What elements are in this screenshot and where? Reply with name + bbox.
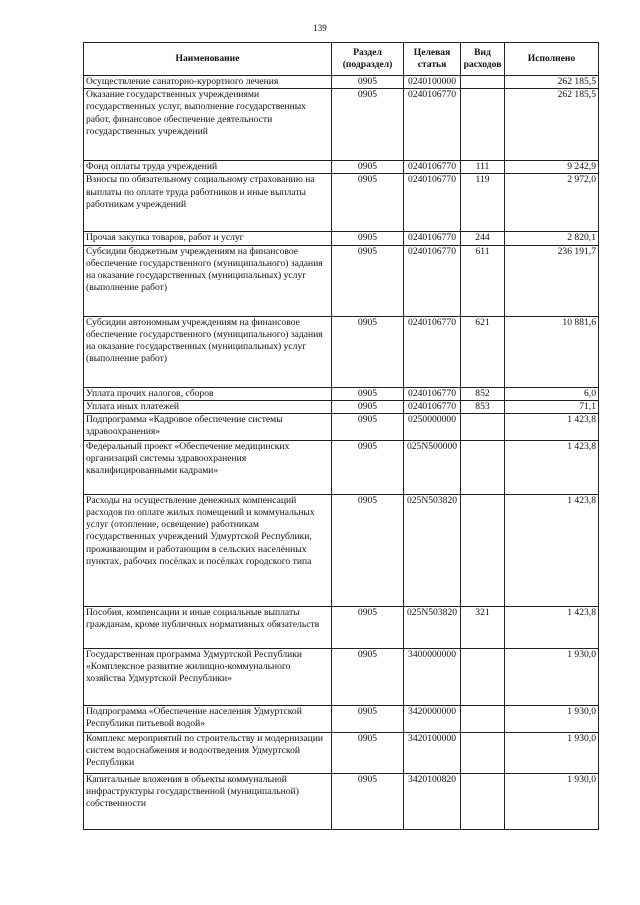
- cell-target: 3420100820: [404, 773, 461, 829]
- cell-kind: [461, 494, 505, 606]
- cell-target: 0240106770: [404, 387, 461, 400]
- cell-kind: [461, 440, 505, 494]
- cell-kind: 111: [461, 161, 505, 174]
- page-number: 139: [313, 23, 327, 33]
- budget-table: [83, 42, 599, 830]
- cell-kind: [461, 413, 505, 440]
- cell-done: 1 423,8: [505, 413, 599, 440]
- cell-kind: 621: [461, 316, 505, 387]
- cell-name: Осуществление санаторно-курортного лечения: [84, 76, 332, 89]
- cell-kind: 853: [461, 400, 505, 413]
- table-row: [84, 732, 599, 773]
- cell-target: 0240106770: [404, 245, 461, 316]
- cell-name: Уплата иных платежей: [84, 400, 332, 413]
- table-row: [84, 245, 599, 316]
- cell-section: 0905: [332, 400, 404, 413]
- cell-kind: 852: [461, 387, 505, 400]
- cell-section: 0905: [332, 76, 404, 89]
- header-name: Наименование: [84, 43, 332, 76]
- cell-kind: [461, 648, 505, 705]
- table-row: [84, 76, 599, 89]
- cell-name: Подпрограмма «Кадровое обеспечение системы здравоохранения»: [84, 413, 332, 440]
- table-row: [84, 174, 599, 232]
- cell-done: 1 423,8: [505, 440, 599, 494]
- cell-kind: [461, 732, 505, 773]
- cell-target: 0240106770: [404, 400, 461, 413]
- cell-done: 1 930,0: [505, 732, 599, 773]
- cell-section: 0905: [332, 316, 404, 387]
- cell-done: 236 191,7: [505, 245, 599, 316]
- cell-done: 9 242,9: [505, 161, 599, 174]
- header-target: Целевая статья: [404, 43, 461, 76]
- cell-done: 262 185,5: [505, 76, 599, 89]
- cell-target: 0250000000: [404, 413, 461, 440]
- cell-name: Расходы на осуществление денежных компенсаций расходов по оплате жилых помещений и коммунальных услуг (отопление, освещение) работникам государственных учреждений Удмуртской Республики, проживающим и работающим в сельских населённых пунктах, рабочих посёлках и посёлках городского типа: [84, 494, 332, 606]
- cell-name: Подпрограмма «Обеспечение населения Удмуртской Республики питьевой водой»: [84, 705, 332, 732]
- cell-done: 1 930,0: [505, 705, 599, 732]
- cell-section: 0905: [332, 606, 404, 648]
- cell-section: 0905: [332, 387, 404, 400]
- cell-target: 3400000000: [404, 648, 461, 705]
- cell-section: 0905: [332, 648, 404, 705]
- header-done: Исполнено: [505, 43, 599, 76]
- table-row: [84, 316, 599, 387]
- cell-name: Комплекс мероприятий по строительству и модернизации систем водоснабжения и водоотведения Удмуртской Республики: [84, 732, 332, 773]
- cell-section: 0905: [332, 89, 404, 161]
- cell-done: 262 185,5: [505, 89, 599, 161]
- cell-name: Пособия, компенсации и иные социальные выплаты гражданам, кроме публичных нормативных обязательств: [84, 606, 332, 648]
- cell-name: Субсидии бюджетным учреждениям на финансовое обеспечение государственного (муниципального) задания на оказание государственных (муниципальных) услуг (выполнение работ): [84, 245, 332, 316]
- cell-kind: 611: [461, 245, 505, 316]
- cell-done: 1 930,0: [505, 648, 599, 705]
- cell-kind: [461, 76, 505, 89]
- cell-section: 0905: [332, 494, 404, 606]
- cell-target: 025N500000: [404, 440, 461, 494]
- cell-target: 3420000000: [404, 705, 461, 732]
- cell-section: 0905: [332, 161, 404, 174]
- cell-target: 0240106770: [404, 161, 461, 174]
- cell-name: Государственная программа Удмуртской Республики «Комплексное развитие жилищно-коммунального хозяйства Удмуртской Республики»: [84, 648, 332, 705]
- cell-done: 10 881,6: [505, 316, 599, 387]
- cell-kind: 244: [461, 232, 505, 245]
- table-row: [84, 232, 599, 245]
- cell-name: Федеральный проект «Обеспечение медицинских организаций системы здравоохранения квалифицированными кадрами»: [84, 440, 332, 494]
- cell-kind: [461, 89, 505, 161]
- cell-section: 0905: [332, 413, 404, 440]
- table-row: [84, 606, 599, 648]
- cell-target: 025N503820: [404, 606, 461, 648]
- cell-done: 71,1: [505, 400, 599, 413]
- table-row: [84, 89, 599, 161]
- cell-section: 0905: [332, 773, 404, 829]
- table-row: [84, 494, 599, 606]
- cell-section: 0905: [332, 732, 404, 773]
- cell-target: 0240106770: [404, 174, 461, 232]
- cell-kind: 321: [461, 606, 505, 648]
- cell-section: 0905: [332, 245, 404, 316]
- table-row: [84, 413, 599, 440]
- table-row: [84, 440, 599, 494]
- cell-name: Субсидии автономным учреждениям на финансовое обеспечение государственного (муниципального) задания на оказание государственных (муниципальных) услуг (выполнение работ): [84, 316, 332, 387]
- cell-kind: 119: [461, 174, 505, 232]
- cell-name: Капитальные вложения в объекты коммунальной инфраструктуры государственной (муниципальной) собственности: [84, 773, 332, 829]
- cell-section: 0905: [332, 440, 404, 494]
- cell-section: 0905: [332, 174, 404, 232]
- cell-name: Фонд оплаты труда учреждений: [84, 161, 332, 174]
- table-row: [84, 705, 599, 732]
- table-row: [84, 161, 599, 174]
- header-kind: Вид расходов: [461, 43, 505, 76]
- cell-done: 1 423,8: [505, 606, 599, 648]
- table-row: [84, 773, 599, 829]
- header-section: Раздел (подраздел): [332, 43, 404, 76]
- cell-kind: [461, 705, 505, 732]
- table-row: [84, 648, 599, 705]
- cell-name: Уплата прочих налогов, сборов: [84, 387, 332, 400]
- cell-done: 6,0: [505, 387, 599, 400]
- cell-target: 0240106770: [404, 89, 461, 161]
- cell-done: 1 930,0: [505, 773, 599, 829]
- cell-name: Оказание государственных учреждениями государственных услуг, выполнение государственных работ, финансовое обеспечение деятельности государственных учреждений: [84, 89, 332, 161]
- table-header-row: [84, 43, 599, 76]
- cell-done: 1 423,8: [505, 494, 599, 606]
- cell-target: 0240106770: [404, 232, 461, 245]
- cell-name: Прочая закупка товаров, работ и услуг: [84, 232, 332, 245]
- cell-done: 2 972,0: [505, 174, 599, 232]
- table-row: [84, 387, 599, 400]
- cell-section: 0905: [332, 232, 404, 245]
- cell-target: 3420100000: [404, 732, 461, 773]
- cell-kind: [461, 773, 505, 829]
- cell-target: 0240106770: [404, 316, 461, 387]
- cell-section: 0905: [332, 705, 404, 732]
- table-row: [84, 400, 599, 413]
- cell-target: 0240100000: [404, 76, 461, 89]
- cell-target: 025N503820: [404, 494, 461, 606]
- cell-done: 2 820,1: [505, 232, 599, 245]
- cell-name: Взносы по обязательному социальному страхованию на выплаты по оплате труда работников и иные выплаты работникам учреждений: [84, 174, 332, 232]
